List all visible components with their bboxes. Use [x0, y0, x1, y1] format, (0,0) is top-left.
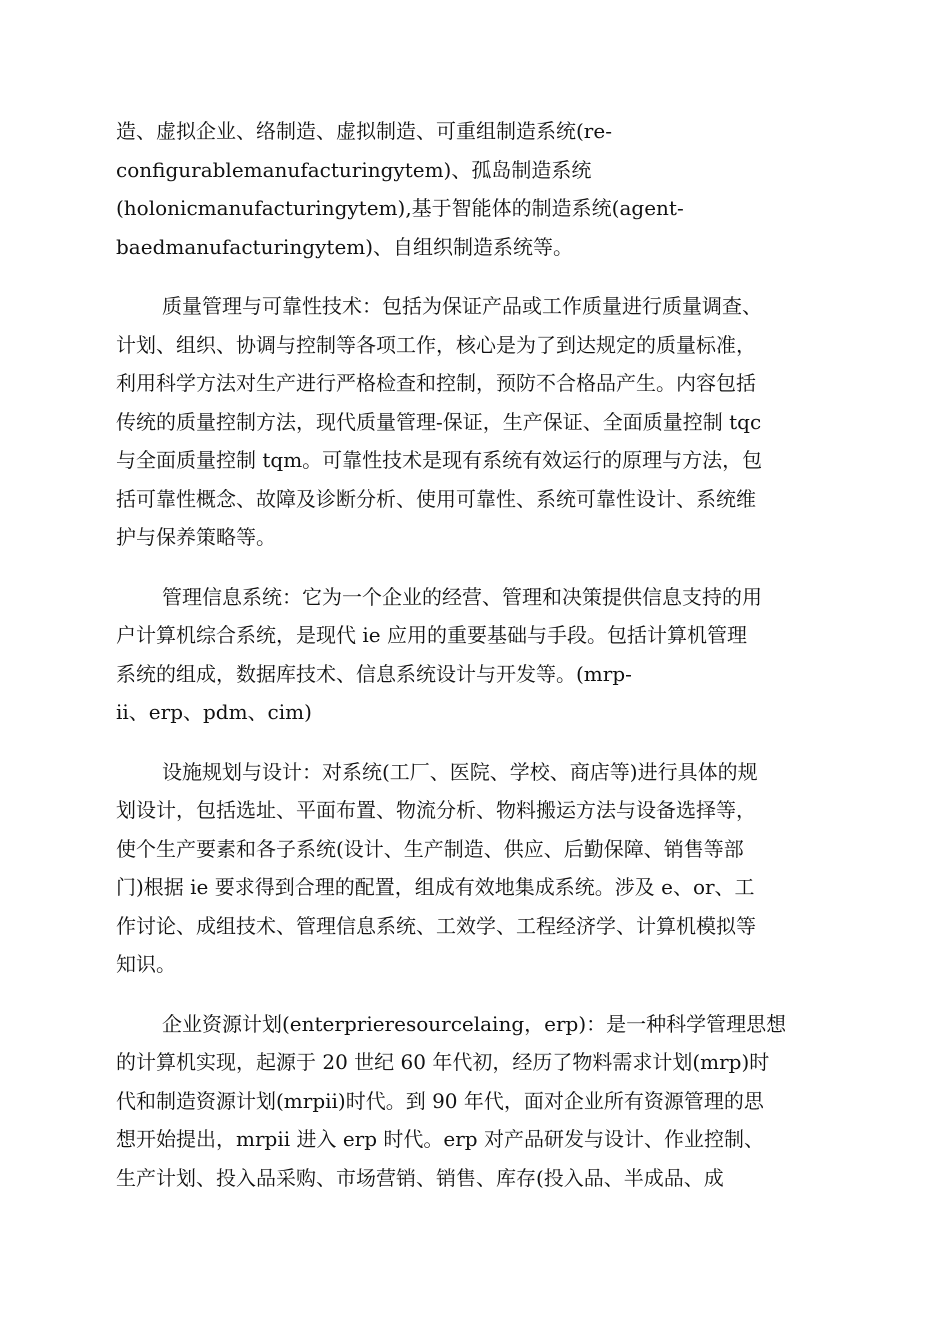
text-line: 传统的质量控制方法，现代质量管理-保证，生产保证、全面质量控制 tqc: [116, 409, 762, 434]
text-line: 划设计，包括选址、平面布置、物流分析、物料搬运方法与设备选择等，: [116, 798, 756, 822]
paragraph-quality-reliability: [116, 287, 836, 557]
text-line: 括可靠性概念、故障及诊断分析、使用可靠性、系统可靠性设计、系统维: [116, 486, 756, 511]
text-line: 护与保养策略等。: [116, 525, 276, 549]
text-line: (holonicmanufacturingytem),基于智能体的制造系统(agent-: [116, 196, 684, 220]
paragraph-enterprise-resource-planning: [116, 1005, 836, 1198]
text-line: 知识。: [116, 952, 176, 976]
paragraph-management-information-system: [116, 578, 836, 732]
paragraph-facility-planning: [116, 753, 836, 984]
text-line: 计划、组织、协调与控制等各项工作，核心是为了到达规定的质量标准，: [116, 332, 756, 357]
text-line: 代和制造资源计划(mrpⅱ)时代。到 90 年代，面对企业所有资源管理的思: [116, 1088, 764, 1113]
text-line: 企业资源计划(enterprieresourcelaing，erp)：是一种科学管理思想: [162, 1011, 787, 1036]
text-line: baedmanufacturingytem)、自组织制造系统等。: [116, 234, 574, 259]
text-line: 使个生产要素和各子系统(设计、生产制造、供应、后勤保障、销售等部: [116, 836, 744, 861]
text-line: configurablemanufacturingytem)、孤岛制造系统: [116, 157, 592, 182]
text-line: 管理信息系统：它为一个企业的经营、管理和决策提供信息支持的用: [162, 584, 762, 609]
text-line: 系统的组成，数据库技术、信息系统设计与开发等。(mrp-: [116, 661, 632, 686]
text-line: 作讨论、成组技术、管理信息系统、工效学、工程经济学、计算机模拟等: [116, 913, 756, 938]
paragraph-manufacturing-systems: [116, 112, 836, 266]
text-line: 门)根据 ie 要求得到合理的配置，组成有效地集成系统。涉及 e、or、工: [116, 875, 755, 899]
text-line: 的计算机实现，起源于 20 世纪 60 年代初，经历了物料需求计划(mrp)时: [116, 1050, 770, 1074]
document-body: [116, 112, 836, 1218]
text-line: 户计算机综合系统，是现代 ie 应用的重要基础与手段。包括计算机管理: [116, 623, 747, 647]
text-line: ii、erp、pdm、cim): [116, 700, 312, 724]
text-line: 造、虚拟企业、络制造、虚拟制造、可重组制造系统(re-: [116, 119, 612, 143]
text-line: 利用科学方法对生产进行严格检查和控制，预防不合格品产生。内容包括: [116, 371, 756, 395]
text-line: 与全面质量控制 tqm。可靠性技术是现有系统有效运行的原理与方法，包: [116, 448, 763, 472]
text-line: 想开始提出，mrpⅱ 进入 erp 时代。erp 对产品研发与设计、作业控制、: [116, 1127, 764, 1151]
text-line: 质量管理与可靠性技术：包括为保证产品或工作质量进行质量调查、: [162, 294, 762, 318]
text-line: 设施规划与设计：对系统(工厂、医院、学校、商店等)进行具体的规: [162, 759, 758, 784]
text-line: 生产计划、投入品采购、市场营销、销售、库存(投入品、半成品、成: [116, 1165, 724, 1190]
